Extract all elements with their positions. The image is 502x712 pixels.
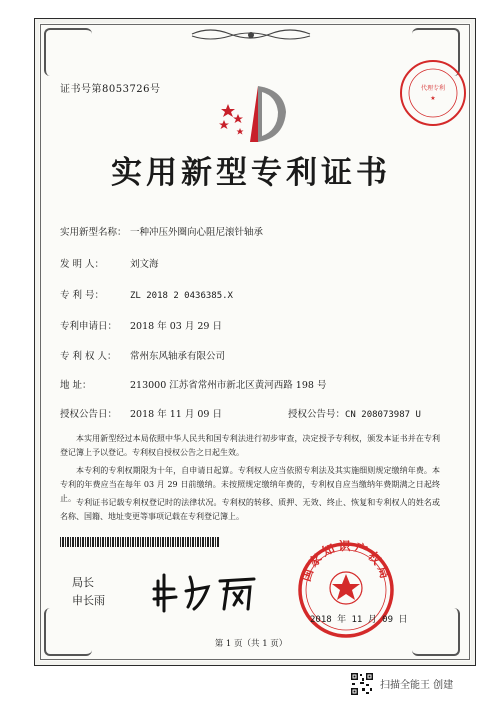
- field-grant-number: [288, 406, 421, 420]
- filing-date-value: 2018 年 03 月 29 日: [130, 321, 222, 332]
- inventor-label: 发 明 人：: [60, 259, 105, 270]
- address-value: 213000 江苏省常州市新北区黄河西路 198 号: [130, 380, 327, 391]
- utility-model-name-label: 实用新型名称：: [60, 227, 127, 238]
- inventor-value: 刘文海: [130, 259, 159, 270]
- patent-number-value: ZL 2018 2 0436385.X: [130, 291, 233, 301]
- body-paragraph-3: 专利证书记载专利权登记时的法律状况。专利权的转移、质押、无效、终止、恢复和专利权人的姓名或名称、国籍、地址变更等事项记载在专利登记簿上。: [60, 498, 440, 521]
- scanner-watermark: 扫描全能王 创建: [380, 680, 454, 691]
- patent-number-label: 专 利 号：: [60, 290, 105, 301]
- grant-number-value: CN 208073987 U: [345, 410, 421, 420]
- field-address: [60, 377, 326, 391]
- barcode: [60, 537, 220, 547]
- seal-text: 国家知识产权局: [298, 540, 394, 584]
- utility-model-name-value: 一种冲压外圈向心阻尼滚针轴承: [130, 227, 264, 238]
- certificate-number: 证书号第8053726号: [60, 84, 161, 95]
- field-grant-date: [60, 406, 222, 420]
- field-filing-date: [60, 318, 222, 332]
- director-title: 局长: [72, 576, 94, 589]
- corner-ornament-top-left: [44, 28, 92, 76]
- field-patent-number: [60, 287, 233, 301]
- qr-code-icon: [350, 672, 374, 696]
- top-ornament-icon: [190, 26, 312, 42]
- official-seal-icon: [296, 540, 396, 640]
- grant-date-value: 2018 年 11 月 09 日: [130, 409, 222, 420]
- svg-text:★: ★: [430, 95, 436, 102]
- patentee-label: 专 利 权 人：: [60, 351, 117, 362]
- grant-number-label: 授权公告号：: [288, 409, 346, 420]
- handwritten-signature-icon: [150, 567, 270, 617]
- director-name: 申长雨: [72, 594, 105, 607]
- address-label: 地 址：: [60, 380, 92, 391]
- svg-text:代理专利: 代理专利: [420, 85, 446, 92]
- body-paragraph-1: 本实用新型经过本局依照中华人民共和国专利法进行初步审查，决定授予专利权，颁发本证书并在专利登记簿上予以登记。专利权自授权公告之日起生效。: [60, 434, 440, 457]
- page-number: 第 1 页（共 1 页）: [214, 639, 288, 649]
- filing-date-label: 专利申请日：: [60, 321, 118, 332]
- patent-office-logo-icon: [214, 82, 294, 148]
- agency-stamp-icon: [398, 58, 468, 128]
- seal-date: 2018 年 11 月 09 日: [310, 615, 408, 625]
- patentee-value: 常州东风轴承有限公司: [130, 351, 226, 362]
- field-utility-model-name: [60, 224, 263, 238]
- field-inventor: [60, 256, 159, 270]
- page-title: 实用新型专利证书: [111, 155, 391, 191]
- field-patentee: [60, 348, 225, 362]
- grant-date-label: 授权公告日：: [60, 409, 118, 420]
- body-paragraph-2: 本专利的专利权期限为十年，自申请日起算。专利权人应当依照专利法及其实施细则规定缴纳年费。本专利的年费应当在每年 03 月 29 日前缴纳。未按照规定缴纳年费的，专利权自应当缴纳年费期满之日起终止。: [60, 466, 440, 503]
